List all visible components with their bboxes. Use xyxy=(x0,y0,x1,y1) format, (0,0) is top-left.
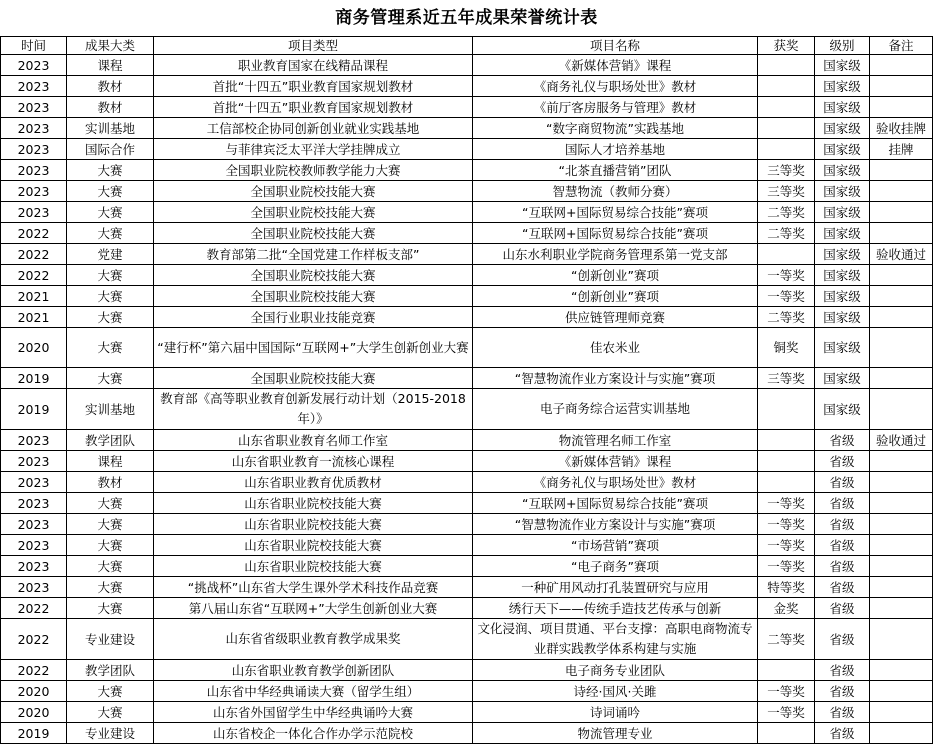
table-row xyxy=(1,535,933,556)
cell-project-name: 诗词诵吟 xyxy=(473,702,758,723)
cell-project-name: 佳农米业 xyxy=(473,328,758,368)
cell-category: 专业建设 xyxy=(67,723,154,744)
cell-category: 大赛 xyxy=(67,160,154,181)
cell-category: 党建 xyxy=(67,244,154,265)
table-row xyxy=(1,160,933,181)
table-row xyxy=(1,660,933,681)
cell-award: 特等奖 xyxy=(758,577,815,598)
cell-project-type: 山东省职业教育一流核心课程 xyxy=(154,451,473,472)
cell-time: 2023 xyxy=(1,202,67,223)
cell-category: 大赛 xyxy=(67,286,154,307)
cell-level: 国家级 xyxy=(815,97,870,118)
cell-remark xyxy=(870,577,933,598)
table-row xyxy=(1,514,933,535)
cell-project-type: 职业教育国家在线精品课程 xyxy=(154,55,473,76)
cell-project-name: 智慧物流（教师分赛） xyxy=(473,181,758,202)
cell-project-type: 首批“十四五”职业教育国家规划教材 xyxy=(154,76,473,97)
cell-award: 三等奖 xyxy=(758,160,815,181)
cell-project-name: 绣行天下——传统手造技艺传承与创新 xyxy=(473,598,758,619)
cell-level: 国家级 xyxy=(815,368,870,389)
cell-award: 二等奖 xyxy=(758,223,815,244)
table-row xyxy=(1,493,933,514)
cell-category: 专业建设 xyxy=(67,619,154,660)
cell-level: 国家级 xyxy=(815,160,870,181)
cell-level: 省级 xyxy=(815,493,870,514)
cell-remark xyxy=(870,619,933,660)
cell-remark xyxy=(870,389,933,430)
table-row xyxy=(1,202,933,223)
cell-category: 教学团队 xyxy=(67,430,154,451)
table-row xyxy=(1,619,933,660)
cell-remark xyxy=(870,702,933,723)
cell-award: 一等奖 xyxy=(758,681,815,702)
cell-remark xyxy=(870,556,933,577)
cell-level: 省级 xyxy=(815,577,870,598)
cell-category: 课程 xyxy=(67,451,154,472)
table-row xyxy=(1,118,933,139)
cell-remark xyxy=(870,660,933,681)
cell-project-name: 国际人才培养基地 xyxy=(473,139,758,160)
cell-level: 省级 xyxy=(815,472,870,493)
table-row xyxy=(1,76,933,97)
cell-time: 2023 xyxy=(1,118,67,139)
cell-project-name: “智慧物流作业方案设计与实施”赛项 xyxy=(473,514,758,535)
cell-time: 2023 xyxy=(1,139,67,160)
cell-remark: 验收挂牌 xyxy=(870,118,933,139)
cell-category: 大赛 xyxy=(67,202,154,223)
cell-project-type: 山东省职业院校技能大赛 xyxy=(154,514,473,535)
cell-remark xyxy=(870,472,933,493)
table-row xyxy=(1,577,933,598)
cell-level: 国家级 xyxy=(815,202,870,223)
cell-project-name: 《前厅客房服务与管理》教材 xyxy=(473,97,758,118)
cell-category: 课程 xyxy=(67,55,154,76)
cell-time: 2022 xyxy=(1,660,67,681)
cell-remark xyxy=(870,55,933,76)
cell-category: 大赛 xyxy=(67,535,154,556)
cell-award: 铜奖 xyxy=(758,328,815,368)
cell-project-name: “电子商务”赛项 xyxy=(473,556,758,577)
cell-category: 国际合作 xyxy=(67,139,154,160)
cell-time: 2020 xyxy=(1,328,67,368)
cell-project-name: “互联网+国际贸易综合技能”赛项 xyxy=(473,493,758,514)
cell-project-type: 工信部校企协同创新创业就业实践基地 xyxy=(154,118,473,139)
cell-time: 2023 xyxy=(1,472,67,493)
table-row xyxy=(1,556,933,577)
cell-project-name: 山东水利职业学院商务管理系第一党支部 xyxy=(473,244,758,265)
cell-time: 2023 xyxy=(1,577,67,598)
cell-category: 大赛 xyxy=(67,265,154,286)
cell-level: 国家级 xyxy=(815,139,870,160)
cell-time: 2023 xyxy=(1,160,67,181)
cell-category: 大赛 xyxy=(67,514,154,535)
cell-award xyxy=(758,97,815,118)
cell-remark xyxy=(870,307,933,328)
table-row xyxy=(1,286,933,307)
cell-time: 2023 xyxy=(1,430,67,451)
cell-award xyxy=(758,139,815,160)
cell-project-name: 《商务礼仪与职场处世》教材 xyxy=(473,472,758,493)
column-header-award: 获奖 xyxy=(758,37,815,55)
cell-time: 2023 xyxy=(1,181,67,202)
cell-level: 国家级 xyxy=(815,328,870,368)
cell-project-type: 全国职业院校技能大赛 xyxy=(154,223,473,244)
cell-project-type: 山东省中华经典诵读大赛（留学生组） xyxy=(154,681,473,702)
cell-project-type: 山东省职业教育教学创新团队 xyxy=(154,660,473,681)
cell-time: 2021 xyxy=(1,286,67,307)
cell-time: 2023 xyxy=(1,514,67,535)
cell-project-type: 全国职业院校技能大赛 xyxy=(154,368,473,389)
column-header-category: 成果大类 xyxy=(67,37,154,55)
cell-project-name: “互联网+国际贸易综合技能”赛项 xyxy=(473,223,758,244)
cell-project-name: 《新媒体营销》课程 xyxy=(473,451,758,472)
cell-award xyxy=(758,451,815,472)
cell-remark xyxy=(870,328,933,368)
cell-project-type: 山东省职业教育优质教材 xyxy=(154,472,473,493)
cell-level: 省级 xyxy=(815,660,870,681)
table-row xyxy=(1,139,933,160)
cell-level: 国家级 xyxy=(815,118,870,139)
cell-award: 一等奖 xyxy=(758,556,815,577)
cell-level: 国家级 xyxy=(815,244,870,265)
cell-project-type: 与菲律宾泛太平洋大学挂牌成立 xyxy=(154,139,473,160)
cell-project-type: 全国行业职业技能竞赛 xyxy=(154,307,473,328)
cell-level: 国家级 xyxy=(815,286,870,307)
cell-project-type: 首批“十四五”职业教育国家规划教材 xyxy=(154,97,473,118)
cell-time: 2019 xyxy=(1,368,67,389)
cell-level: 国家级 xyxy=(815,55,870,76)
cell-project-name: 《新媒体营销》课程 xyxy=(473,55,758,76)
cell-award xyxy=(758,660,815,681)
cell-remark xyxy=(870,97,933,118)
cell-category: 大赛 xyxy=(67,681,154,702)
cell-category: 大赛 xyxy=(67,702,154,723)
column-header-remark: 备注 xyxy=(870,37,933,55)
table-row xyxy=(1,55,933,76)
cell-category: 教材 xyxy=(67,97,154,118)
cell-award: 三等奖 xyxy=(758,181,815,202)
cell-remark xyxy=(870,681,933,702)
cell-level: 国家级 xyxy=(815,265,870,286)
cell-level: 省级 xyxy=(815,702,870,723)
cell-category: 教材 xyxy=(67,76,154,97)
cell-remark xyxy=(870,202,933,223)
cell-remark xyxy=(870,368,933,389)
cell-project-name: 一种矿用风动打孔装置研究与应用 xyxy=(473,577,758,598)
cell-award: 一等奖 xyxy=(758,265,815,286)
cell-project-type: 全国职业院校技能大赛 xyxy=(154,286,473,307)
cell-project-name: 《商务礼仪与职场处世》教材 xyxy=(473,76,758,97)
cell-level: 国家级 xyxy=(815,181,870,202)
cell-project-type: 全国职业院校技能大赛 xyxy=(154,181,473,202)
cell-level: 国家级 xyxy=(815,389,870,430)
cell-project-type: 山东省校企一体化合作办学示范院校 xyxy=(154,723,473,744)
cell-remark xyxy=(870,265,933,286)
cell-remark xyxy=(870,76,933,97)
cell-project-type: 山东省职业教育名师工作室 xyxy=(154,430,473,451)
cell-category: 大赛 xyxy=(67,307,154,328)
cell-project-type: 第八届山东省“互联网+”大学生创新创业大赛 xyxy=(154,598,473,619)
cell-project-type: “挑战杯”山东省大学生课外学术科技作品竞赛 xyxy=(154,577,473,598)
table-row xyxy=(1,244,933,265)
cell-time: 2019 xyxy=(1,723,67,744)
cell-time: 2023 xyxy=(1,535,67,556)
cell-level: 省级 xyxy=(815,723,870,744)
cell-project-type: 山东省职业院校技能大赛 xyxy=(154,535,473,556)
cell-project-type: 山东省省级职业教育教学成果奖 xyxy=(154,619,473,660)
cell-level: 省级 xyxy=(815,619,870,660)
cell-time: 2023 xyxy=(1,451,67,472)
cell-level: 省级 xyxy=(815,556,870,577)
cell-level: 省级 xyxy=(815,514,870,535)
cell-time: 2022 xyxy=(1,619,67,660)
cell-remark xyxy=(870,723,933,744)
cell-level: 国家级 xyxy=(815,223,870,244)
cell-level: 省级 xyxy=(815,451,870,472)
cell-remark: 验收通过 xyxy=(870,430,933,451)
table-row xyxy=(1,328,933,368)
cell-category: 大赛 xyxy=(67,577,154,598)
cell-category: 实训基地 xyxy=(67,389,154,430)
table-row xyxy=(1,181,933,202)
cell-remark: 验收通过 xyxy=(870,244,933,265)
cell-remark xyxy=(870,286,933,307)
cell-project-name: 文化浸润、项目贯通、平台支撑：高职电商物流专业群实践教学体系构建与实施 xyxy=(473,619,758,660)
cell-award: 一等奖 xyxy=(758,535,815,556)
achievements-table xyxy=(0,36,933,744)
cell-level: 国家级 xyxy=(815,76,870,97)
cell-award xyxy=(758,389,815,430)
cell-award xyxy=(758,76,815,97)
cell-time: 2022 xyxy=(1,598,67,619)
table-row xyxy=(1,472,933,493)
cell-time: 2022 xyxy=(1,244,67,265)
table-row xyxy=(1,389,933,430)
cell-category: 教材 xyxy=(67,472,154,493)
cell-project-type: 全国职业院校技能大赛 xyxy=(154,265,473,286)
cell-award: 金奖 xyxy=(758,598,815,619)
cell-level: 省级 xyxy=(815,535,870,556)
cell-category: 大赛 xyxy=(67,493,154,514)
cell-category: 实训基地 xyxy=(67,118,154,139)
cell-award: 一等奖 xyxy=(758,514,815,535)
cell-category: 教学团队 xyxy=(67,660,154,681)
column-header-level: 级别 xyxy=(815,37,870,55)
cell-time: 2022 xyxy=(1,265,67,286)
cell-project-type: “建行杯”第六届中国国际“互联网+”大学生创新创业大赛 xyxy=(154,328,473,368)
cell-time: 2023 xyxy=(1,97,67,118)
cell-award xyxy=(758,118,815,139)
table-row xyxy=(1,681,933,702)
cell-level: 国家级 xyxy=(815,307,870,328)
table-row xyxy=(1,451,933,472)
cell-award xyxy=(758,723,815,744)
cell-time: 2023 xyxy=(1,493,67,514)
cell-time: 2023 xyxy=(1,556,67,577)
cell-award: 一等奖 xyxy=(758,286,815,307)
cell-category: 大赛 xyxy=(67,598,154,619)
table-row xyxy=(1,307,933,328)
cell-project-type: 全国职业院校技能大赛 xyxy=(154,202,473,223)
cell-project-type: 全国职业院校教师教学能力大赛 xyxy=(154,160,473,181)
cell-remark xyxy=(870,514,933,535)
cell-category: 大赛 xyxy=(67,181,154,202)
table-row xyxy=(1,265,933,286)
cell-project-type: 教育部《高等职业教育创新发展行动计划（2015-2018年）》 xyxy=(154,389,473,430)
cell-project-type: 教育部第二批“全国党建工作样板支部” xyxy=(154,244,473,265)
cell-project-name: “市场营销”赛项 xyxy=(473,535,758,556)
table-row xyxy=(1,702,933,723)
cell-project-type: 山东省职业院校技能大赛 xyxy=(154,556,473,577)
cell-time: 2019 xyxy=(1,389,67,430)
cell-project-name: 物流管理专业 xyxy=(473,723,758,744)
cell-project-name: 电子商务综合运营实训基地 xyxy=(473,389,758,430)
cell-award: 二等奖 xyxy=(758,202,815,223)
cell-time: 2023 xyxy=(1,76,67,97)
column-header-time: 时间 xyxy=(1,37,67,55)
table-row xyxy=(1,97,933,118)
cell-category: 大赛 xyxy=(67,368,154,389)
column-header-project-type: 项目类型 xyxy=(154,37,473,55)
cell-award: 二等奖 xyxy=(758,307,815,328)
cell-project-type: 山东省外国留学生中华经典诵吟大赛 xyxy=(154,702,473,723)
cell-remark xyxy=(870,493,933,514)
cell-project-name: 供应链管理师竞赛 xyxy=(473,307,758,328)
cell-award xyxy=(758,55,815,76)
cell-award xyxy=(758,244,815,265)
cell-remark xyxy=(870,535,933,556)
cell-award: 一等奖 xyxy=(758,702,815,723)
cell-award: 三等奖 xyxy=(758,368,815,389)
cell-project-name: “北茶直播营销”团队 xyxy=(473,160,758,181)
cell-award xyxy=(758,430,815,451)
cell-time: 2022 xyxy=(1,223,67,244)
cell-category: 大赛 xyxy=(67,328,154,368)
cell-project-name: “创新创业”赛项 xyxy=(473,286,758,307)
table-row xyxy=(1,223,933,244)
table-row xyxy=(1,723,933,744)
cell-project-name: “创新创业”赛项 xyxy=(473,265,758,286)
cell-project-name: 诗经·国风·关雎 xyxy=(473,681,758,702)
cell-category: 大赛 xyxy=(67,223,154,244)
cell-remark xyxy=(870,160,933,181)
cell-remark xyxy=(870,451,933,472)
table-header-row xyxy=(1,37,933,55)
cell-remark: 挂牌 xyxy=(870,139,933,160)
cell-award xyxy=(758,472,815,493)
page-title: 商务管理系近五年成果荣誉统计表 xyxy=(335,8,598,28)
table-row xyxy=(1,368,933,389)
column-header-project-name: 项目名称 xyxy=(473,37,758,55)
cell-level: 省级 xyxy=(815,430,870,451)
cell-level: 省级 xyxy=(815,598,870,619)
cell-project-name: “智慧物流作业方案设计与实施”赛项 xyxy=(473,368,758,389)
cell-project-type: 山东省职业院校技能大赛 xyxy=(154,493,473,514)
cell-project-name: “数字商贸物流”实践基地 xyxy=(473,118,758,139)
cell-level: 省级 xyxy=(815,681,870,702)
cell-category: 大赛 xyxy=(67,556,154,577)
cell-project-name: “互联网+国际贸易综合技能”赛项 xyxy=(473,202,758,223)
cell-time: 2023 xyxy=(1,55,67,76)
cell-award: 一等奖 xyxy=(758,493,815,514)
cell-time: 2020 xyxy=(1,702,67,723)
cell-project-name: 电子商务专业团队 xyxy=(473,660,758,681)
cell-remark xyxy=(870,598,933,619)
cell-project-name: 物流管理名师工作室 xyxy=(473,430,758,451)
table-row xyxy=(1,598,933,619)
cell-time: 2021 xyxy=(1,307,67,328)
cell-time: 2020 xyxy=(1,681,67,702)
table-row xyxy=(1,430,933,451)
cell-award: 二等奖 xyxy=(758,619,815,660)
cell-remark xyxy=(870,223,933,244)
cell-remark xyxy=(870,181,933,202)
